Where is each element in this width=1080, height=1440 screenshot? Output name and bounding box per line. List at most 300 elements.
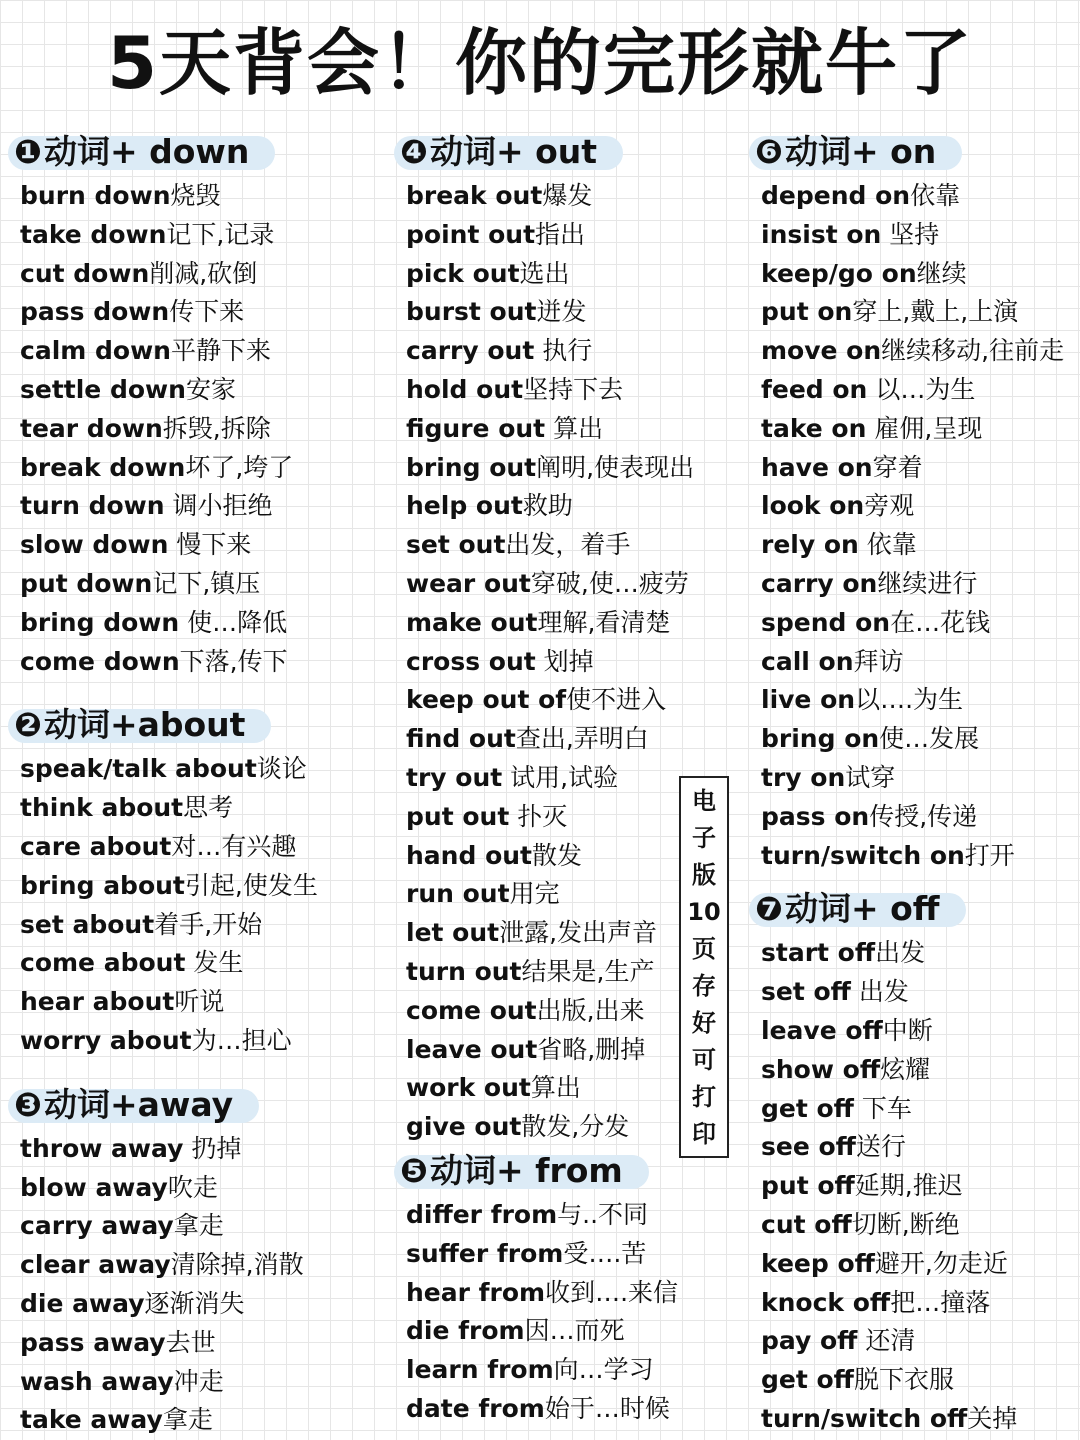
- phrase-item: [406, 293, 694, 332]
- phrase-item: [20, 216, 358, 255]
- phrase-chinese: 引起,使发生: [184, 870, 318, 900]
- phrase-english: worry about: [20, 1025, 192, 1055]
- phrase-chinese: 脱下衣服: [853, 1365, 954, 1395]
- phrase-english: calm down: [20, 336, 171, 366]
- section: [8, 703, 358, 1060]
- phrase-item: [761, 1400, 1079, 1439]
- phrase-item: [406, 681, 694, 720]
- phrase-item: [406, 1312, 694, 1351]
- phrase-chinese: 思考: [183, 793, 234, 823]
- phrase-english: help out: [406, 491, 523, 521]
- phrase-item: [761, 216, 1079, 255]
- phrase-english: slow down: [20, 530, 169, 560]
- phrase-item: [761, 1090, 1079, 1129]
- phrase-chinese: 继续移动,往前走: [881, 336, 1065, 366]
- print-note-char: 好: [692, 1008, 716, 1037]
- phrase-item: [406, 1031, 694, 1070]
- phrase-english: tear down: [20, 413, 163, 443]
- phrase-item: [406, 1069, 694, 1108]
- phrase-item: [406, 449, 694, 488]
- phrase-item: [406, 216, 694, 255]
- phrase-english: suffer from: [406, 1238, 564, 1268]
- phrase-item: [20, 1022, 358, 1061]
- phrase-item: [20, 867, 358, 906]
- phrase-english: try on: [761, 762, 846, 792]
- phrase-english: die away: [20, 1288, 145, 1318]
- phrase-item: [761, 487, 1079, 526]
- phrase-english: set off: [761, 977, 851, 1007]
- phrase-chinese: 吹走: [167, 1172, 218, 1202]
- phrase-item: [406, 798, 694, 837]
- phrase-item: [761, 759, 1079, 798]
- phrase-chinese: 记下,镇压: [152, 568, 261, 598]
- print-note-char: 页: [692, 934, 716, 963]
- phrase-list: [749, 177, 1079, 875]
- phrase-english: see off: [761, 1132, 856, 1162]
- phrase-item: [761, 410, 1079, 449]
- phrase-item: [20, 1246, 358, 1285]
- phrase-english: care about: [20, 831, 172, 861]
- phrase-item: [406, 759, 694, 798]
- phrase-item: [761, 1128, 1079, 1167]
- phrase-chinese: 指出: [535, 219, 586, 249]
- section-title: 动词+ out: [429, 132, 598, 171]
- phrase-english: cut down: [20, 258, 150, 288]
- phrase-item: [20, 1207, 358, 1246]
- print-note-char: 打: [692, 1082, 716, 1111]
- phrase-chinese: 依靠: [910, 181, 961, 210]
- phrase-chinese: 慢下来: [168, 530, 252, 560]
- phrase-item: [406, 1196, 694, 1235]
- phrase-list: [749, 934, 1079, 1438]
- phrase-english: clear away: [20, 1250, 171, 1280]
- phrase-english: come out: [406, 995, 537, 1025]
- phrase-chinese: 查出,弄明白: [515, 724, 649, 754]
- phrase-chinese: 划掉: [535, 646, 594, 676]
- phrase-chinese: 坏了,垮了: [185, 452, 294, 482]
- phrase-chinese: 坚持下去: [523, 374, 624, 404]
- section-number: ❸: [14, 1084, 42, 1124]
- phrase-english: wash away: [20, 1366, 174, 1396]
- column-right: [749, 130, 1079, 1439]
- phrase-list: [394, 1196, 694, 1429]
- phrase-english: hold out: [406, 374, 524, 404]
- phrase-english: carry on: [761, 568, 878, 598]
- phrase-item: [761, 643, 1079, 682]
- phrase-chinese: 出版,出来: [536, 995, 645, 1025]
- phrase-item: [761, 449, 1079, 488]
- phrase-item: [20, 828, 358, 867]
- phrase-chinese: 平静下来: [170, 336, 271, 366]
- phrase-chinese: 使不进入: [566, 685, 667, 715]
- phrase-chinese: 中断: [882, 1015, 933, 1045]
- phrase-chinese: 选出: [519, 258, 570, 288]
- phrase-english: set out: [406, 530, 506, 560]
- phrase-item: [406, 332, 694, 371]
- phrase-chinese: 理解,看清楚: [537, 607, 671, 637]
- phrase-english: keep out of: [406, 685, 567, 715]
- phrase-chinese: 向…学习: [553, 1355, 654, 1385]
- phrase-english: speak/talk about: [20, 754, 257, 784]
- phrase-item: [406, 914, 694, 953]
- phrase-english: turn down: [20, 491, 165, 521]
- phrase-chinese: 算出: [530, 1073, 581, 1103]
- section: [8, 1083, 358, 1440]
- phrase-item: [20, 410, 358, 449]
- phrase-item: [761, 604, 1079, 643]
- phrase-chinese: 使…降低: [179, 607, 288, 637]
- phrase-item: [406, 487, 694, 526]
- phrase-item: [761, 1322, 1079, 1361]
- phrase-chinese: 避开,勿走近: [874, 1248, 1008, 1278]
- phrase-chinese: 穿着: [872, 452, 923, 482]
- phrase-chinese: 逐渐消失: [144, 1288, 245, 1318]
- section: [8, 130, 358, 681]
- phrase-chinese: 始于…时候: [544, 1393, 670, 1423]
- phrase-chinese: 因…而死: [524, 1316, 625, 1346]
- phrase-english: think about: [20, 793, 184, 823]
- phrase-chinese: 拿走: [162, 1405, 213, 1435]
- phrase-chinese: 迸发: [536, 297, 587, 327]
- section-title: 动词+ off: [784, 889, 940, 929]
- phrase-item: [20, 1130, 358, 1169]
- phrase-item: [406, 720, 694, 759]
- phrase-item: [761, 1167, 1079, 1206]
- phrase-item: [761, 1284, 1079, 1323]
- phrase-english: put out: [406, 801, 510, 831]
- phrase-item: [20, 604, 358, 643]
- phrase-chinese: 延期,推迟: [854, 1171, 963, 1201]
- phrase-item: [761, 255, 1079, 294]
- print-note-char: 存: [692, 971, 716, 1000]
- phrase-english: cross out: [406, 646, 536, 676]
- phrase-list: [8, 750, 358, 1060]
- phrase-item: [761, 798, 1079, 837]
- phrase-chinese: 出发: [875, 938, 926, 968]
- phrase-chinese: 对…有兴趣: [171, 831, 297, 861]
- phrase-english: spend on: [761, 607, 891, 637]
- phrase-chinese: 救助: [522, 491, 573, 521]
- phrase-english: pay off: [761, 1326, 858, 1356]
- phrase-item: [406, 992, 694, 1031]
- phrase-english: get off: [761, 1093, 854, 1123]
- phrase-item: [761, 565, 1079, 604]
- phrase-item: [406, 371, 694, 410]
- section-title: 动词+ down: [43, 132, 250, 171]
- phrase-chinese: 收到….来信: [545, 1277, 679, 1307]
- phrase-item: [761, 720, 1079, 759]
- phrase-chinese: 继续: [916, 258, 967, 288]
- phrase-list: [8, 177, 358, 681]
- section: [394, 1149, 694, 1429]
- phrase-list: [394, 177, 694, 1147]
- phrase-item: [20, 526, 358, 565]
- phrase-chinese: 坚持: [881, 219, 940, 249]
- phrase-item: [20, 750, 358, 789]
- section: [749, 887, 1079, 1438]
- phrase-english: work out: [406, 1073, 531, 1103]
- phrase-chinese: 依靠: [858, 530, 917, 560]
- phrase-english: hear about: [20, 987, 175, 1017]
- section-number: ❻: [755, 132, 783, 171]
- section-heading: [749, 130, 962, 174]
- phrase-english: call on: [761, 646, 854, 676]
- phrase-english: hand out: [406, 840, 532, 870]
- phrase-english: start off: [761, 938, 876, 968]
- print-note-char: 电: [692, 786, 716, 815]
- phrase-item: [20, 906, 358, 945]
- phrase-english: settle down: [20, 374, 186, 404]
- phrase-chinese: 与..不同: [557, 1199, 649, 1229]
- print-note-box: [679, 776, 729, 1158]
- column-left: [8, 130, 358, 1440]
- phrase-english: move on: [761, 336, 882, 366]
- section-title: 动词+ on: [784, 132, 937, 171]
- phrase-english: run out: [406, 879, 510, 909]
- phrase-english: pick out: [406, 258, 520, 288]
- print-note-char: 版: [692, 860, 716, 889]
- phrase-english: take away: [20, 1405, 163, 1435]
- phrase-chinese: 旁观: [864, 491, 915, 521]
- section: [749, 130, 1079, 875]
- section-number: ❼: [755, 889, 783, 929]
- phrase-chinese: 着手,开始: [154, 909, 263, 939]
- section-heading: [8, 703, 271, 747]
- phrase-chinese: 冲走: [173, 1366, 224, 1396]
- print-note-char: 可: [692, 1045, 716, 1074]
- phrase-chinese: 受….苦: [563, 1238, 647, 1268]
- phrase-chinese: 散发: [532, 840, 583, 870]
- section-number: ❷: [14, 705, 42, 745]
- phrase-english: pass on: [761, 801, 870, 831]
- phrase-chinese: 为…担心: [191, 1025, 292, 1055]
- phrase-chinese: 阐明,使表现出: [536, 452, 695, 482]
- phrase-english: date from: [406, 1393, 545, 1423]
- phrase-list: [8, 1130, 358, 1440]
- section-heading: [8, 130, 275, 174]
- phrase-english: find out: [406, 724, 516, 754]
- phrase-english: show off: [761, 1054, 881, 1084]
- section-title: 动词+about: [43, 705, 246, 745]
- phrase-chinese: 扑灭: [509, 801, 568, 831]
- phrase-chinese: 切断,断绝: [851, 1209, 960, 1239]
- phrase-chinese: 关掉: [967, 1403, 1018, 1433]
- phrase-item: [20, 1169, 358, 1208]
- print-note-char: 子: [692, 823, 716, 852]
- phrase-item: [20, 487, 358, 526]
- phrase-english: learn from: [406, 1355, 554, 1385]
- section: [394, 130, 694, 1147]
- phrase-item: [761, 1051, 1079, 1090]
- phrase-item: [406, 1351, 694, 1390]
- phrase-chinese: 下车: [853, 1093, 912, 1123]
- phrase-english: turn out: [406, 956, 522, 986]
- phrase-english: let out: [406, 918, 500, 948]
- phrase-chinese: 雇佣,呈现: [866, 413, 983, 443]
- phrase-item: [20, 449, 358, 488]
- page-title: 5天背会！你的完形就牛了: [106, 21, 974, 105]
- phrase-item: [406, 604, 694, 643]
- phrase-item: [20, 371, 358, 410]
- phrase-chinese: 烧毁: [170, 181, 221, 210]
- phrase-english: keep/go on: [761, 258, 917, 288]
- phrase-chinese: 省略,删掉: [537, 1034, 646, 1064]
- phrase-item: [406, 1274, 694, 1313]
- phrase-item: [406, 1390, 694, 1429]
- phrase-item: [761, 293, 1079, 332]
- phrase-english: make out: [406, 607, 538, 637]
- phrase-item: [761, 1206, 1079, 1245]
- phrase-english: knock off: [761, 1287, 891, 1317]
- phrase-english: point out: [406, 219, 536, 249]
- phrase-chinese: 送行: [855, 1132, 906, 1162]
- phrase-chinese: 传授,传递: [869, 801, 978, 831]
- phrase-chinese: 谈论: [256, 754, 307, 784]
- phrase-chinese: 泄露,发出声音: [499, 918, 658, 948]
- phrase-english: have on: [761, 452, 873, 482]
- phrase-english: pass down: [20, 297, 170, 327]
- phrase-english: carry out: [406, 336, 535, 366]
- phrase-chinese: 拜访: [853, 646, 904, 676]
- phrase-english: figure out: [406, 413, 546, 443]
- phrase-english: take on: [761, 413, 867, 443]
- phrase-item: [20, 1324, 358, 1363]
- phrase-english: pass away: [20, 1327, 166, 1357]
- print-note-char: 10: [687, 897, 721, 926]
- phrase-english: leave off: [761, 1015, 883, 1045]
- phrase-chinese: 算出: [545, 413, 604, 443]
- phrase-english: bring down: [20, 607, 180, 637]
- section-number: ❺: [400, 1150, 428, 1190]
- phrase-chinese: 发生: [185, 948, 244, 978]
- phrase-english: bring about: [20, 870, 185, 900]
- phrase-chinese: 散发,分发: [521, 1112, 630, 1142]
- phrase-chinese: 清除掉,消散: [170, 1250, 304, 1280]
- phrase-item: [20, 1285, 358, 1324]
- phrase-english: wear out: [406, 568, 531, 598]
- phrase-item: [761, 177, 1079, 216]
- phrase-chinese: 打开: [964, 840, 1015, 870]
- phrase-item: [761, 681, 1079, 720]
- phrase-chinese: 试用,试验: [502, 762, 619, 792]
- column-middle: [394, 130, 694, 1429]
- phrase-chinese: 试穿: [845, 762, 896, 792]
- phrase-english: insist on: [761, 219, 882, 249]
- phrase-item: [20, 983, 358, 1022]
- phrase-item: [761, 1361, 1079, 1400]
- section-number: ❹: [400, 132, 428, 171]
- phrase-item: [20, 255, 358, 294]
- phrase-chinese: 执行: [534, 336, 593, 366]
- phrase-english: live on: [761, 685, 856, 715]
- phrase-english: leave out: [406, 1034, 538, 1064]
- phrase-chinese: 用完: [509, 879, 560, 909]
- phrase-chinese: 穿破,使…疲劳: [530, 568, 689, 598]
- phrase-chinese: 结果是,生产: [521, 956, 655, 986]
- phrase-item: [761, 934, 1079, 973]
- phrase-chinese: 把…撞落: [890, 1287, 991, 1317]
- phrase-chinese: 继续进行: [877, 568, 978, 598]
- phrase-chinese: 下落,传下: [179, 646, 288, 676]
- phrase-item: [20, 332, 358, 371]
- phrase-english: blow away: [20, 1172, 168, 1202]
- phrase-item: [406, 875, 694, 914]
- phrase-english: get off: [761, 1365, 854, 1395]
- phrase-chinese: 使…发展: [879, 724, 980, 754]
- phrase-english: feed on: [761, 374, 868, 404]
- phrase-chinese: 安家: [185, 374, 236, 404]
- phrase-chinese: 拆毁,拆除: [162, 413, 271, 443]
- phrase-item: [406, 953, 694, 992]
- phrase-item: [761, 973, 1079, 1012]
- phrase-item: [20, 177, 358, 216]
- phrase-english: turn/switch on: [761, 840, 965, 870]
- phrase-english: come down: [20, 646, 180, 676]
- phrase-english: bring out: [406, 452, 537, 482]
- phrase-item: [406, 643, 694, 682]
- phrase-chinese: 爆发: [542, 181, 593, 210]
- phrase-english: bring on: [761, 724, 880, 754]
- phrase-chinese: 记下,记录: [166, 219, 275, 249]
- phrase-chinese: 调小拒绝: [164, 491, 273, 521]
- phrase-chinese: 在…花钱: [890, 607, 991, 637]
- phrase-item: [406, 837, 694, 876]
- phrase-english: turn/switch off: [761, 1403, 968, 1433]
- phrase-item: [406, 565, 694, 604]
- phrase-chinese: 以….为生: [855, 685, 964, 715]
- phrase-item: [406, 410, 694, 449]
- phrase-item: [761, 332, 1079, 371]
- phrase-item: [406, 1108, 694, 1147]
- phrase-chinese: 还清: [857, 1326, 916, 1356]
- phrase-chinese: 削减,砍倒: [149, 258, 258, 288]
- phrase-english: burn down: [20, 181, 171, 210]
- phrase-english: come about: [20, 948, 186, 978]
- phrase-chinese: 炫耀: [880, 1054, 931, 1084]
- phrase-english: burst out: [406, 297, 537, 327]
- phrase-english: cut off: [761, 1209, 852, 1239]
- phrase-item: [761, 1245, 1079, 1284]
- phrase-english: rely on: [761, 530, 859, 560]
- section-number: ❶: [14, 132, 42, 171]
- phrase-chinese: 听说: [174, 987, 225, 1017]
- phrase-item: [20, 643, 358, 682]
- phrase-english: die from: [406, 1316, 525, 1346]
- phrase-item: [20, 944, 358, 983]
- phrase-item: [406, 1235, 694, 1274]
- phrase-english: set about: [20, 909, 155, 939]
- phrase-english: break down: [20, 452, 186, 482]
- phrase-chinese: 扔掉: [183, 1133, 242, 1163]
- section-heading: [394, 130, 623, 174]
- phrase-chinese: 拿走: [173, 1211, 224, 1241]
- phrase-english: put down: [20, 568, 153, 598]
- section-title: 动词+ from: [429, 1150, 623, 1190]
- phrase-english: hear from: [406, 1277, 546, 1307]
- section-heading: [749, 887, 966, 931]
- section-heading: [394, 1149, 649, 1193]
- phrase-item: [406, 255, 694, 294]
- phrase-chinese: 穿上,戴上,上演: [852, 297, 1019, 327]
- phrase-chinese: 以…为生: [867, 374, 976, 404]
- phrase-english: differ from: [406, 1199, 558, 1229]
- phrase-item: [761, 371, 1079, 410]
- section-title: 动词+away: [43, 1084, 234, 1124]
- phrase-chinese: 出发: [850, 977, 909, 1007]
- phrase-english: depend on: [761, 181, 911, 210]
- phrase-english: put off: [761, 1171, 855, 1201]
- phrase-chinese: 去世: [165, 1327, 216, 1357]
